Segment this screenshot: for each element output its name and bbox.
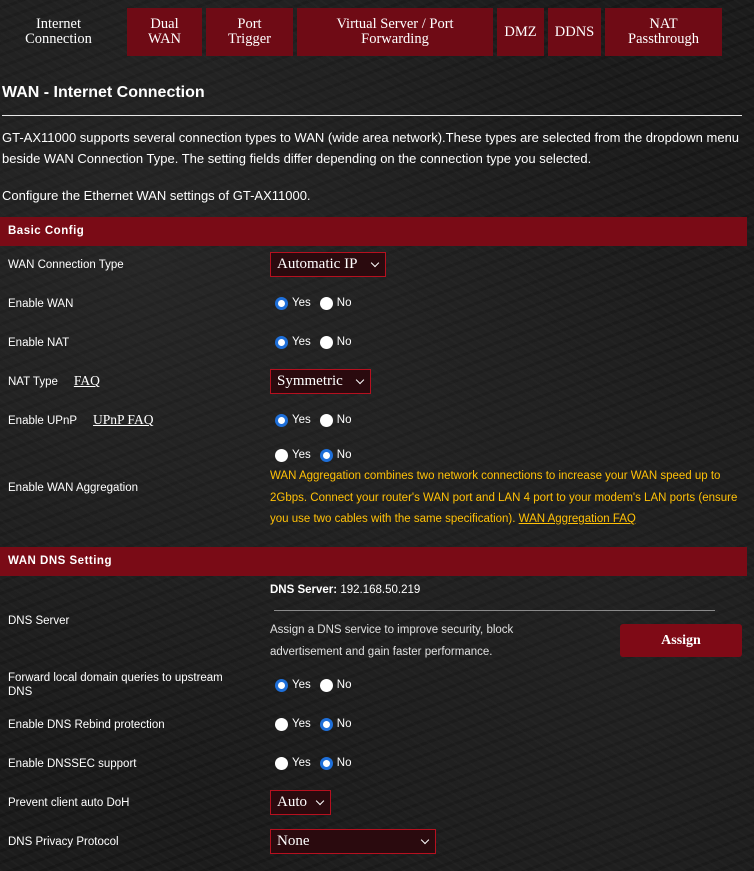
section-header-basic-config: Basic Config xyxy=(0,217,747,246)
dnssec-no-radio[interactable] xyxy=(320,757,333,770)
tab-internet-connection[interactable]: Internet Connection xyxy=(25,16,92,47)
section-header-wan-dns: WAN DNS Setting xyxy=(0,547,747,576)
chevron-down-icon xyxy=(316,797,324,805)
radio-label-no: No xyxy=(336,297,352,309)
enable-upnp-label-text: Enable UPnP xyxy=(8,415,78,427)
dns-privacy-protocol-select[interactable] xyxy=(270,829,436,854)
dns-rebind-yes-radio[interactable] xyxy=(275,718,288,731)
dns-rebind-radio-group xyxy=(275,716,360,732)
auto-doh-select[interactable] xyxy=(270,790,331,815)
label-prevent-auto-doh: Prevent client auto DoH xyxy=(8,797,130,809)
page-description-ethernet: Configure the Ethernet WAN settings of GT-AX11000. xyxy=(2,188,311,203)
enable-wan-no-radio[interactable] xyxy=(320,297,333,310)
enable-nat-yes-radio[interactable] xyxy=(275,336,288,349)
label-nat-type xyxy=(8,374,100,389)
wan-aggregation-yes-radio[interactable] xyxy=(275,449,288,462)
tab-dmz[interactable]: DMZ xyxy=(497,8,544,56)
auto-doh-value: Auto xyxy=(277,794,307,810)
label-enable-upnp xyxy=(8,413,153,428)
radio-label-yes: Yes xyxy=(292,679,311,691)
nat-type-label-text: NAT Type xyxy=(8,376,58,388)
radio-label-no: No xyxy=(336,414,352,426)
tab-dual-wan[interactable]: Dual WAN xyxy=(127,8,202,56)
tab-virtual-server[interactable]: Virtual Server / Port Forwarding xyxy=(297,8,493,56)
label-forward-local-domain: Forward local domain queries to upstream DNS xyxy=(8,672,223,698)
label-dnssec: Enable DNSSEC support xyxy=(8,758,137,770)
wan-aggregation-no-radio[interactable] xyxy=(320,449,333,462)
dns-divider xyxy=(274,610,715,611)
dns-server-prefix: DNS Server: xyxy=(270,584,338,596)
radio-label-no: No xyxy=(336,679,352,691)
dns-rebind-no-radio[interactable] xyxy=(320,718,333,731)
radio-label-yes: Yes xyxy=(292,449,311,461)
wan-aggregation-faq-link[interactable]: WAN Aggregation FAQ xyxy=(518,513,636,525)
dnssec-yes-radio[interactable] xyxy=(275,757,288,770)
enable-wan-radio-group xyxy=(275,295,360,311)
radio-label-no: No xyxy=(336,336,352,348)
enable-upnp-radio-group xyxy=(275,412,360,428)
chevron-down-icon xyxy=(421,836,429,844)
enable-upnp-no-radio[interactable] xyxy=(320,414,333,427)
assign-button[interactable]: Assign xyxy=(620,624,742,657)
tab-bar xyxy=(0,0,754,60)
nat-type-value: Symmetric xyxy=(277,373,343,389)
enable-nat-no-radio[interactable] xyxy=(320,336,333,349)
radio-label-yes: Yes xyxy=(292,336,311,348)
upnp-faq-link[interactable]: UPnP FAQ xyxy=(93,412,154,427)
title-divider xyxy=(2,115,742,116)
wan-connection-type-value: Automatic IP xyxy=(277,256,358,272)
wan-aggregation-note-text: WAN Aggregation combines two network connections to increase your WAN speed up to 2Gbps. Connect your router's WAN port and LAN 4 port to your modem's LAN ports (ensure you use two cables with the same specification). xyxy=(270,470,738,525)
forward-local-radio-group xyxy=(275,677,360,693)
chevron-down-icon xyxy=(356,376,364,384)
label-enable-wan-aggregation: Enable WAN Aggregation xyxy=(8,482,138,494)
label-enable-wan: Enable WAN xyxy=(8,298,74,310)
radio-label-no: No xyxy=(336,757,352,769)
radio-label-yes: Yes xyxy=(292,297,311,309)
enable-wan-yes-radio[interactable] xyxy=(275,297,288,310)
radio-label-yes: Yes xyxy=(292,414,311,426)
tab-port-trigger[interactable]: Port Trigger xyxy=(206,8,293,56)
label-dns-privacy-protocol: DNS Privacy Protocol xyxy=(8,836,119,848)
label-enable-nat: Enable NAT xyxy=(8,337,70,349)
page-title: WAN - Internet Connection xyxy=(2,84,205,101)
dns-server-status xyxy=(270,584,420,596)
enable-upnp-yes-radio[interactable] xyxy=(275,414,288,427)
nat-type-faq-link[interactable]: FAQ xyxy=(73,373,100,388)
enable-nat-radio-group xyxy=(275,334,360,350)
label-wan-connection-type: WAN Connection Type xyxy=(8,259,124,271)
label-dns-rebind: Enable DNS Rebind protection xyxy=(8,719,165,731)
dns-help-text: Assign a DNS service to improve security, block advertisement and gain faster performance. xyxy=(270,624,514,658)
dns-server-value: 192.168.50.219 xyxy=(340,584,421,596)
forward-local-no-radio[interactable] xyxy=(320,679,333,692)
wan-connection-type-select[interactable] xyxy=(270,252,386,277)
forward-local-yes-radio[interactable] xyxy=(275,679,288,692)
tab-nat-passthrough[interactable]: NAT Passthrough xyxy=(605,8,722,56)
dnssec-radio-group xyxy=(275,755,360,771)
dns-privacy-protocol-value: None xyxy=(277,833,310,849)
radio-label-yes: Yes xyxy=(292,718,311,730)
radio-label-yes: Yes xyxy=(292,757,311,769)
radio-label-no: No xyxy=(336,449,352,461)
tab-ddns[interactable]: DDNS xyxy=(548,8,601,56)
nat-type-select[interactable] xyxy=(270,369,371,394)
wan-aggregation-note xyxy=(270,466,748,531)
page-description: GT-AX11000 supports several connection types to WAN (wide area network).These types are selected from the dropdown menu beside WAN Connection Type. The setting fields differ depending on the connection type you selected. xyxy=(2,130,740,166)
radio-label-no: No xyxy=(336,718,352,730)
label-dns-server: DNS Server xyxy=(8,615,70,627)
wan-aggregation-radio-group xyxy=(275,447,360,463)
chevron-down-icon xyxy=(371,259,379,267)
